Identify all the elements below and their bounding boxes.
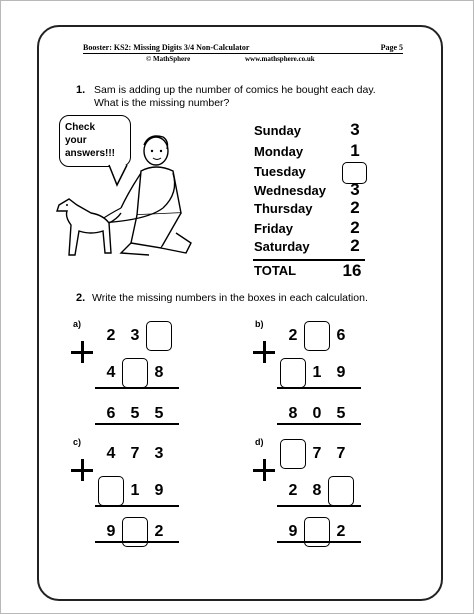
day-value-friday: 2 — [350, 218, 360, 237]
problem-a-mid-digit-2: 8 — [154, 364, 164, 381]
question-2-text: Write the missing numbers in the boxes in each calculation. — [92, 292, 368, 304]
day-name-monday: Monday — [254, 144, 304, 159]
problem-a-top-digit-1: 3 — [130, 327, 140, 344]
problem-b-ans-digit-2: 5 — [336, 405, 346, 422]
problem-d-ans-digit-2: 2 — [336, 523, 346, 540]
plus-sign-icon — [253, 341, 275, 363]
problem-b-sum-line — [277, 387, 361, 389]
problem-d-label: d) — [255, 437, 264, 447]
page-border — [37, 25, 443, 601]
plus-sign-icon — [71, 341, 93, 363]
problem-a-label: a) — [73, 319, 82, 329]
question-1-text-line-2: What is the missing number? — [94, 97, 230, 109]
problem-b-mid-digit-2: 9 — [336, 364, 346, 381]
problem-b-top-digit-2: 6 — [336, 327, 346, 344]
plus-sign-icon — [253, 459, 275, 481]
day-name-sunday: Sunday — [254, 123, 301, 138]
day-name-friday: Friday — [254, 221, 294, 236]
problem-b-bottom-line — [277, 423, 361, 425]
problem-c-sum-line — [95, 505, 179, 507]
problem-a-sum-line — [95, 387, 179, 389]
copyright-text: © MathSphere — [146, 55, 191, 63]
day-name-tuesday: Tuesday — [254, 164, 306, 179]
header-bar — [83, 43, 403, 54]
problem-d-top-box-0[interactable] — [280, 439, 306, 469]
problem-b-ans-digit-0: 8 — [288, 405, 298, 422]
problem-b-label: b) — [255, 319, 264, 329]
problem-c-ans-digit-2: 2 — [154, 523, 164, 540]
day-value-thursday: 2 — [350, 198, 360, 217]
problem-d-sum-line — [277, 505, 361, 507]
bubble-line-2: your — [65, 135, 87, 146]
day-value-wednesday: 3 — [350, 180, 360, 199]
problem-c-top-digit-0: 4 — [106, 445, 116, 462]
problem-a-ans-digit-1: 5 — [130, 405, 140, 422]
problem-d-ans-digit-0: 9 — [288, 523, 298, 540]
day-name-thursday: Thursday — [254, 201, 313, 216]
problem-c-label: c) — [73, 437, 82, 447]
plus-sign-icon — [71, 459, 93, 481]
question-1-number: 1. — [76, 84, 86, 96]
problem-a-bottom-line — [95, 423, 179, 425]
problem-b-mid-box-0[interactable] — [280, 358, 306, 388]
total-value: 16 — [342, 261, 362, 280]
website-text: www.mathsphere.co.uk — [245, 55, 315, 63]
problem-b-ans-digit-1: 0 — [312, 405, 322, 422]
question-1-text-line-1: Sam is adding up the number of comics he bought each day. — [94, 84, 376, 96]
problem-c-bottom-line — [95, 541, 179, 543]
bubble-line-1: Check — [65, 122, 96, 133]
problem-a-ans-digit-2: 5 — [154, 405, 164, 422]
problem-c-ans-digit-0: 9 — [106, 523, 116, 540]
header-page-number: Page 5 — [380, 43, 403, 52]
problem-d-mid-box-2[interactable] — [328, 476, 354, 506]
problem-a-ans-digit-0: 6 — [106, 405, 116, 422]
problem-c-top-digit-1: 7 — [130, 445, 140, 462]
problem-c-mid-digit-2: 9 — [154, 482, 164, 499]
day-value-monday: 1 — [350, 141, 360, 160]
problem-a-mid-digit-0: 4 — [106, 364, 116, 381]
day-name-wednesday: Wednesday — [254, 183, 327, 198]
problem-a-top-box-2[interactable] — [146, 321, 172, 351]
problem-a-mid-box-1[interactable] — [122, 358, 148, 388]
day-name-saturday: Saturday — [254, 239, 310, 254]
boy-with-dog-illustration — [51, 113, 231, 273]
problem-b-top-digit-0: 2 — [288, 327, 298, 344]
question-2-number: 2. — [76, 292, 86, 304]
problem-b-mid-digit-1: 1 — [312, 364, 322, 381]
problem-c-mid-box-0[interactable] — [98, 476, 124, 506]
bubble-line-3: answers!!! — [65, 148, 116, 159]
total-label: TOTAL — [254, 263, 297, 278]
problem-d-mid-digit-1: 8 — [312, 482, 322, 499]
problem-d-top-digit-1: 7 — [312, 445, 322, 462]
problem-d-bottom-line — [277, 541, 361, 543]
day-value-sunday: 3 — [350, 120, 360, 139]
header-title: Booster: KS2: Missing Digits 3/4 Non-Calculator — [83, 43, 250, 52]
problem-c-top-digit-2: 3 — [154, 445, 164, 462]
problem-b-top-box-1[interactable] — [304, 321, 330, 351]
problem-d-mid-digit-0: 2 — [288, 482, 298, 499]
day-value-saturday: 2 — [350, 236, 360, 255]
problem-c-mid-digit-1: 1 — [130, 482, 140, 499]
problem-a-top-digit-0: 2 — [106, 327, 116, 344]
problem-d-top-digit-2: 7 — [336, 445, 346, 462]
